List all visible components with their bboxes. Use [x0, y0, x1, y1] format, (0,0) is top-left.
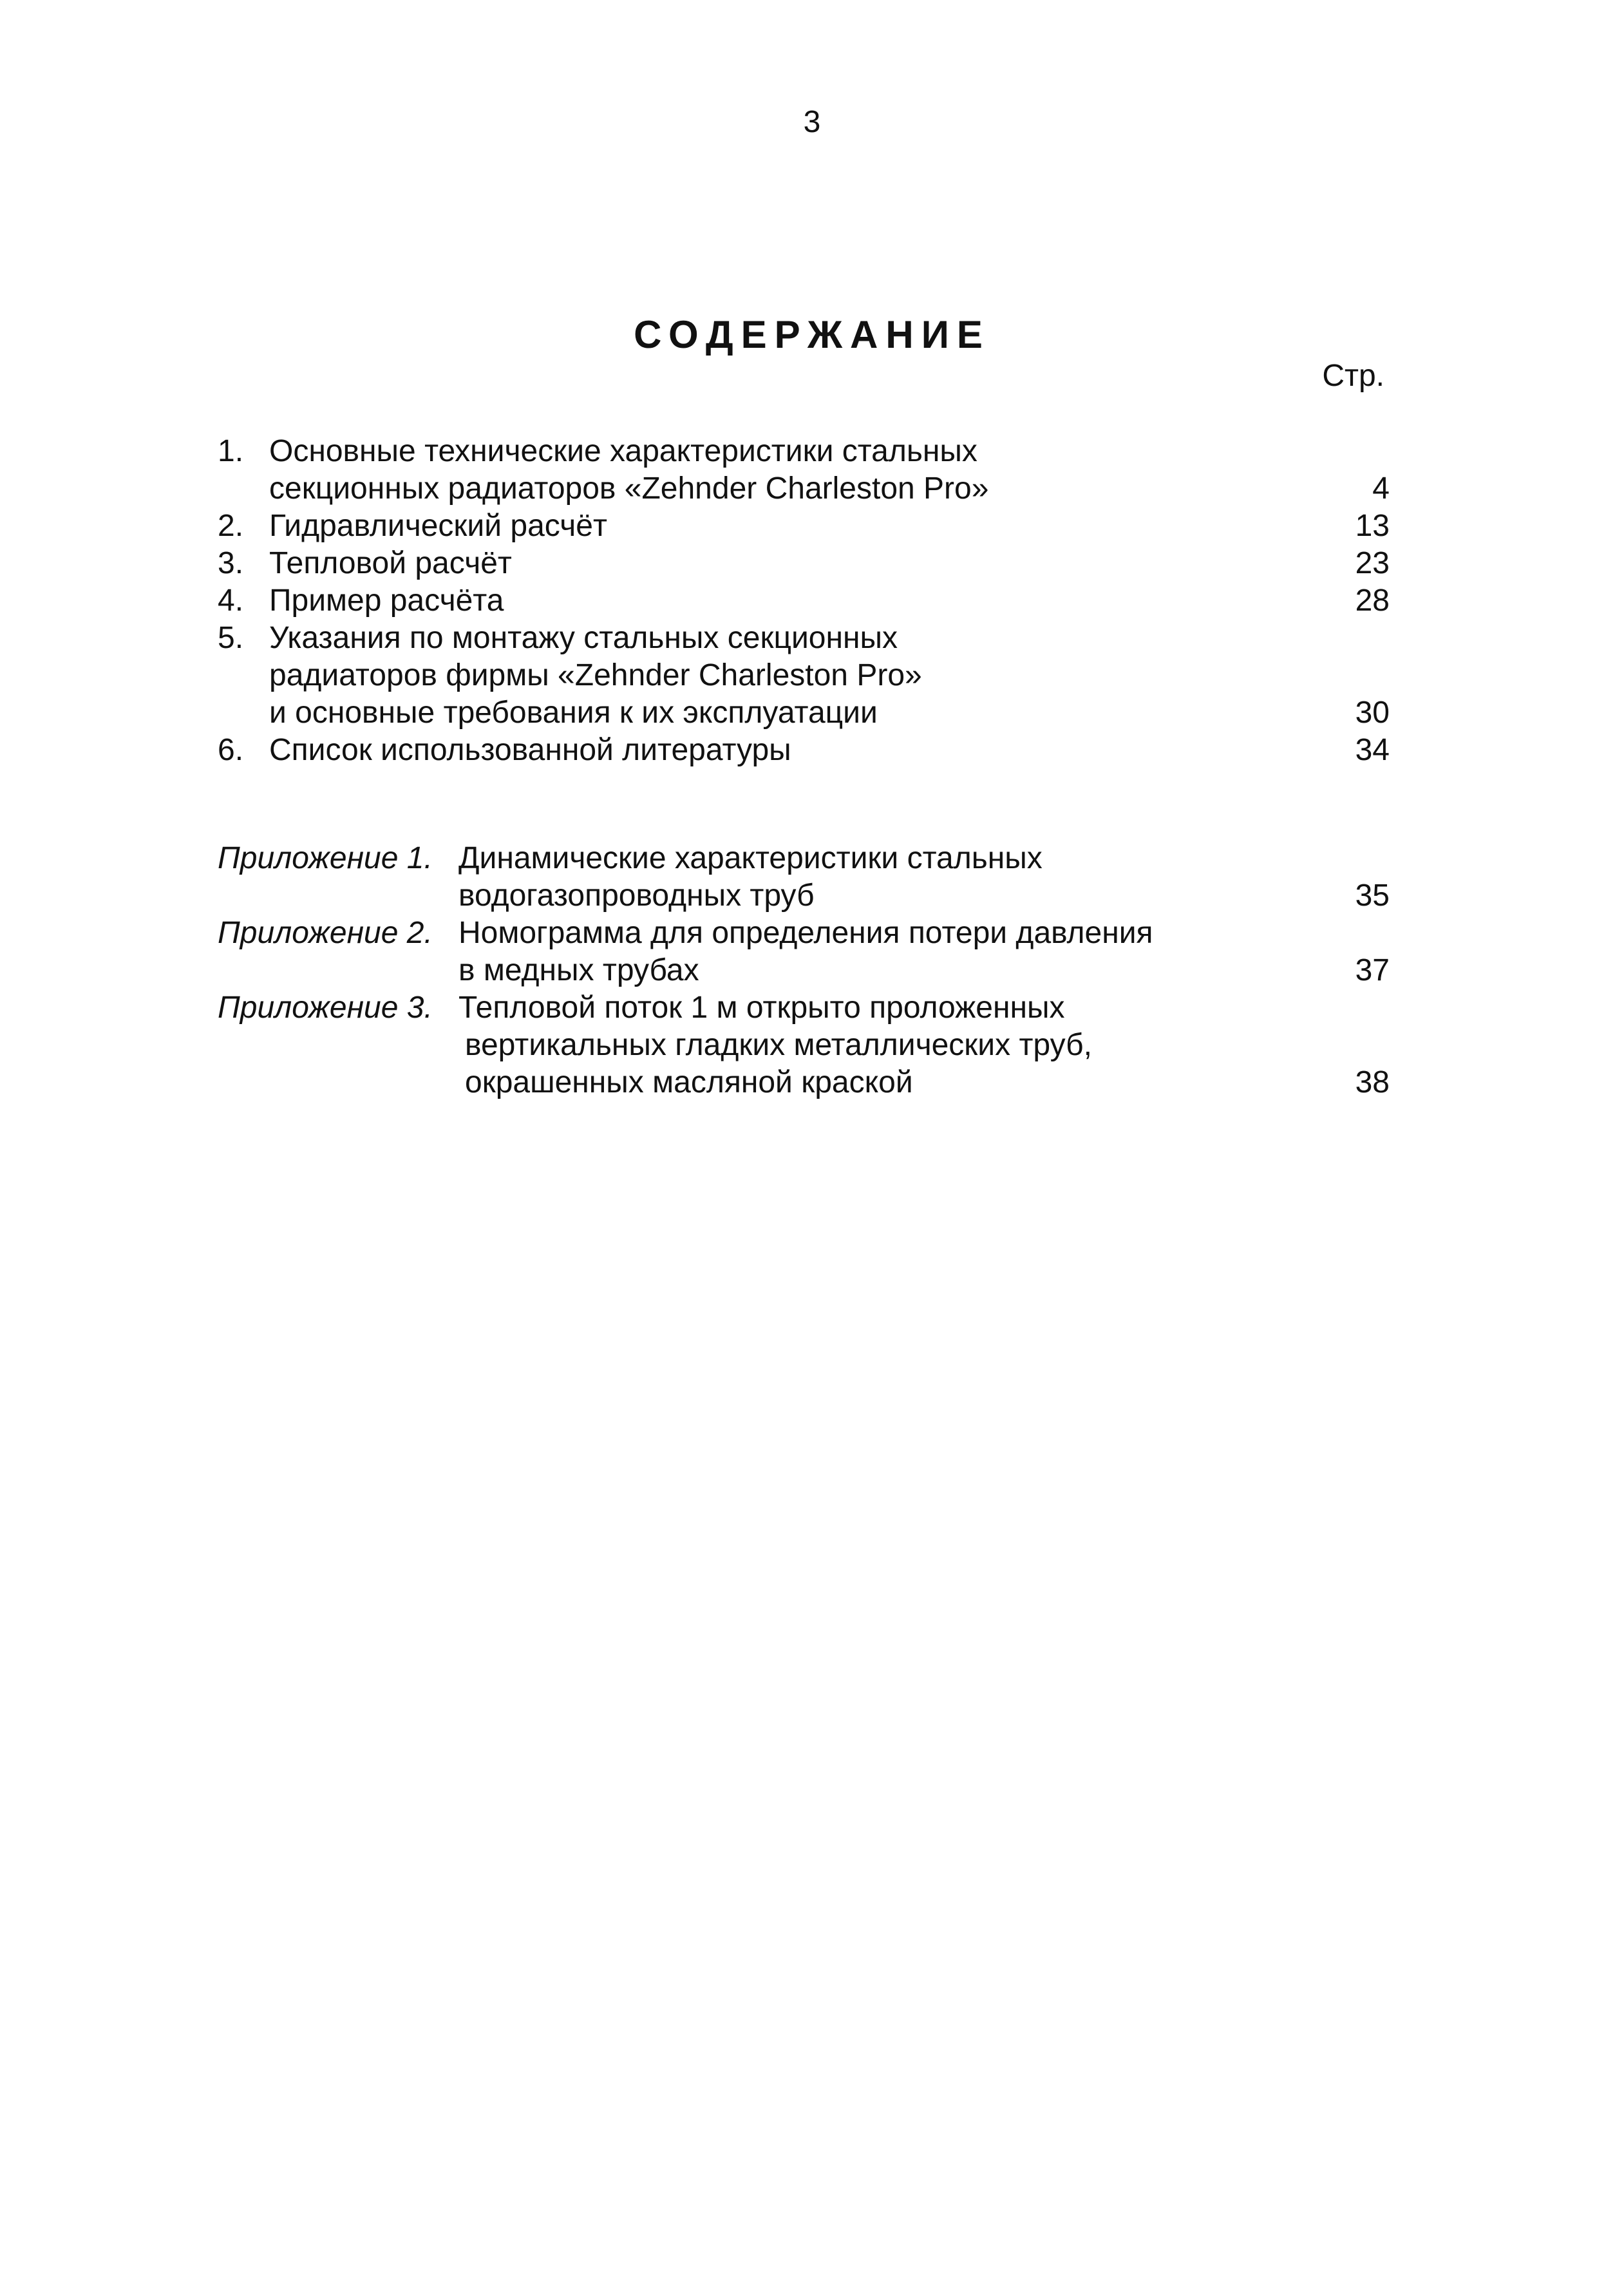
page-title: СОДЕРЖАНИЕ — [634, 313, 990, 356]
appendix-line — [218, 952, 1390, 989]
appendix-text: Номограмма для определения потери давления — [458, 916, 1153, 950]
toc-line — [218, 657, 1390, 694]
toc-line — [218, 732, 1390, 769]
toc-entry-number: 2. — [218, 509, 244, 543]
toc-line — [218, 508, 1390, 545]
toc-entry-text: Тепловой расчёт — [269, 546, 512, 580]
toc-entry-number: 1. — [218, 434, 244, 468]
appendix-text: Тепловой поток 1 м открыто проложенных — [458, 991, 1065, 1025]
toc-entry-page: 30 — [1355, 696, 1390, 730]
appendices-list — [218, 840, 1390, 1101]
toc-entry-number: 6. — [218, 733, 244, 767]
toc-line — [218, 470, 1390, 508]
pages-column-label: Стр. — [1322, 359, 1384, 393]
toc-entry-text: секционных радиаторов «Zehnder Charleston Pro» — [269, 471, 989, 506]
toc-entry-page: 4 — [1372, 471, 1390, 506]
appendix-page: 35 — [1355, 879, 1390, 913]
toc-entry-page: 28 — [1355, 584, 1390, 618]
appendix-line — [218, 1027, 1390, 1064]
appendix-page: 38 — [1355, 1065, 1390, 1099]
toc-line — [218, 582, 1390, 620]
appendix-label-text: Приложение 1 — [218, 841, 424, 875]
toc-entry-text: и основные требования к их эксплуатации — [269, 696, 878, 730]
appendix-line — [218, 989, 1390, 1027]
toc-entry-number: 3. — [218, 546, 244, 580]
appendix-text: Динамические характеристики стальных — [458, 841, 1043, 875]
toc-entry-text: Указания по монтажу стальных секционных — [269, 621, 898, 655]
toc-entry-page: 34 — [1355, 733, 1390, 767]
appendix-line — [218, 840, 1390, 877]
appendix-text: окрашенных масляной краской — [465, 1065, 913, 1099]
appendix-label-text: Приложение 3 — [218, 991, 424, 1025]
toc-entry-number: 5. — [218, 621, 244, 655]
appendix-text: вертикальных гладких металлических труб, — [465, 1028, 1092, 1062]
appendix-line — [218, 877, 1390, 915]
toc-entry-text: Список использованной литературы — [269, 733, 791, 767]
table-of-contents — [218, 433, 1390, 769]
toc-entry-text: Основные технические характеристики стальных — [269, 434, 977, 468]
toc-entry-text: Пример расчёта — [269, 584, 504, 618]
toc-entry-page: 13 — [1355, 509, 1390, 543]
appendix-label-text: Приложение 2 — [218, 916, 424, 950]
appendix-label: Приложение 2. — [218, 916, 433, 950]
appendix-line — [218, 915, 1390, 952]
appendix-label: Приложение 1. — [218, 841, 433, 875]
toc-entry-text: Гидравлический расчёт — [269, 509, 607, 543]
appendix-page: 37 — [1355, 953, 1390, 987]
toc-line — [218, 433, 1390, 470]
appendix-line — [218, 1064, 1390, 1101]
toc-line — [218, 620, 1390, 657]
appendix-text: водогазопроводных труб — [458, 879, 815, 913]
toc-line — [218, 545, 1390, 582]
toc-line — [218, 694, 1390, 732]
toc-entry-text: радиаторов фирмы «Zehnder Charleston Pro» — [269, 658, 922, 692]
toc-entry-page: 23 — [1355, 546, 1390, 580]
page-number: 3 — [803, 105, 821, 139]
appendix-label: Приложение 3. — [218, 991, 433, 1025]
toc-entry-number: 4. — [218, 584, 244, 618]
appendix-text: в медных трубах — [458, 953, 699, 987]
